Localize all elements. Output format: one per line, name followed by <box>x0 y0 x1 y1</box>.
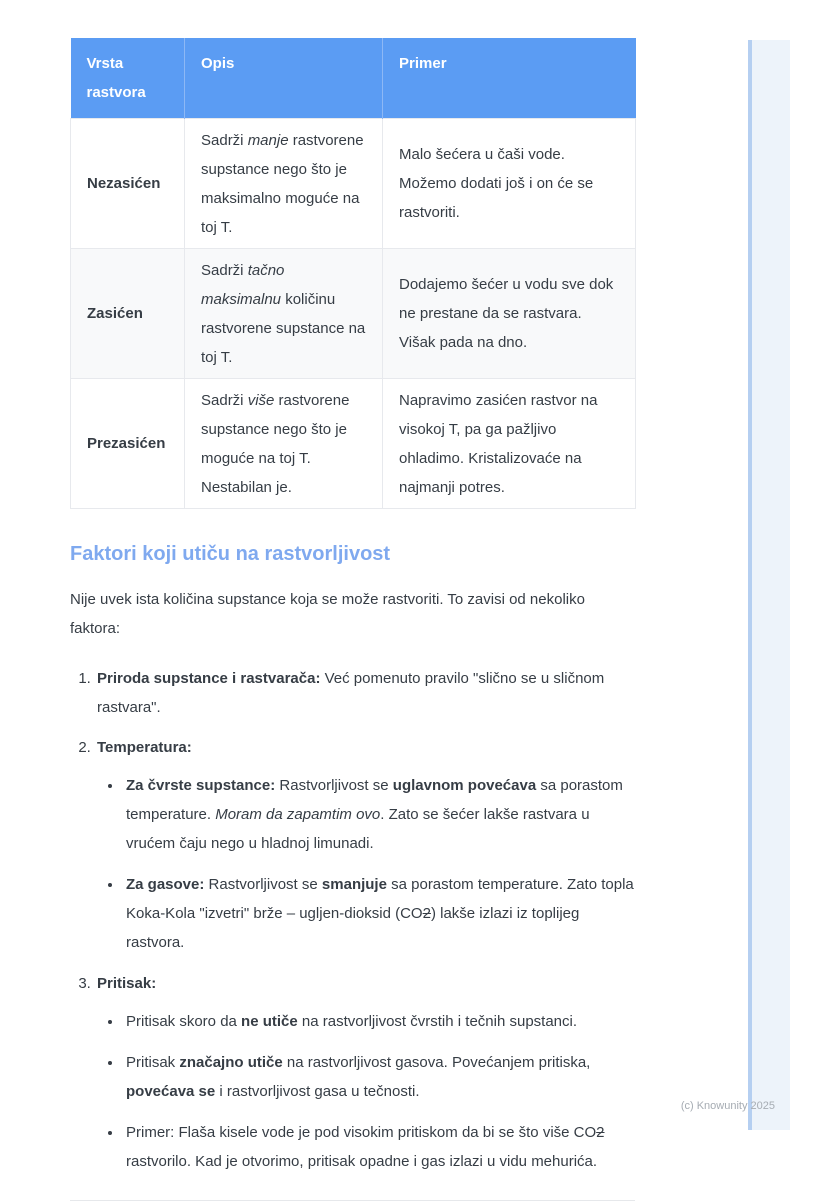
text-span: povećava se <box>126 1083 216 1100</box>
text-span: smanjuje <box>321 876 387 893</box>
text-span: . Zato se šećer lakše rastvara u vrućem čaju nego u hladnoj limunadi. <box>126 806 590 852</box>
sub-list-item <box>123 870 635 957</box>
sub-list-item <box>123 1007 635 1036</box>
text-span: 2 <box>596 1124 605 1141</box>
text-span: Već pomenuto pravilo "slično se u sličnom rastvara". <box>97 670 605 716</box>
table-cell-primer <box>383 379 636 509</box>
sub-list-temperatura <box>97 771 635 957</box>
text-span: na rastvorljivost gasova. Povećanjem pritiska, <box>282 1054 591 1071</box>
text-span: Dodajemo šećer u vodu sve dok ne prestane da se rastvara. Višak pada na dno. <box>399 276 614 351</box>
table-cell-type: Prezasićen <box>71 379 185 509</box>
list-item-text <box>97 670 604 716</box>
list-item-temperatura <box>95 733 635 957</box>
text-span: rastvorilo. Kad je otvorimo, pritisak opadne i gas izlazi u vidu mehurića. <box>126 1153 598 1170</box>
solution-types-table <box>70 38 636 509</box>
text-span: uglavnom povećava <box>392 777 537 794</box>
text-span: Pritisak: <box>97 975 157 992</box>
text-span: Za čvrste supstance: <box>126 777 276 794</box>
text-span: Malo šećera u čaši vode. Možemo dodati još i on će se rastvoriti. <box>399 146 594 221</box>
table-header-vrsta: Vrsta rastvora <box>71 38 185 119</box>
text-span: manje <box>247 131 289 149</box>
text-span: Pritisak skoro da <box>126 1013 242 1030</box>
text-span: Rastvorljivost se <box>275 777 393 794</box>
sub-list-item <box>123 771 635 858</box>
list-item-text <box>97 975 156 992</box>
intro-paragraph: Nije uvek ista količina supstance koja se može rastvoriti. To zavisi od nekoliko faktora: <box>70 591 585 637</box>
table-row-zasicen <box>71 249 636 379</box>
table-cell-type: Zasićen <box>71 249 185 379</box>
text-span: Temperatura: <box>97 739 192 756</box>
text-span: i rastvorljivost gasa u tečnosti. <box>215 1083 420 1100</box>
text-span: značajno utiče <box>179 1054 283 1071</box>
sub-list-item <box>123 1048 635 1106</box>
text-span: sa porastom temperature. Zato topla Koka-Kola "izvetri" brže – ugljen-dioksid (CO <box>126 876 634 922</box>
table-cell-opis <box>185 249 383 379</box>
text-span: ne utiče <box>241 1013 298 1030</box>
table-header-row <box>71 38 636 119</box>
sub-list-pritisak <box>97 1007 635 1176</box>
table-header-opis: Opis <box>185 38 383 119</box>
copyright-notice: (c) Knowunity 2025 <box>680 1100 775 1112</box>
table-cell-primer <box>383 119 636 249</box>
sub-list-item <box>123 1118 635 1176</box>
text-span: sa porastom temperature. <box>126 777 623 823</box>
text-span: Pritisak <box>126 1054 180 1071</box>
table-cell-type: Nezasićen <box>71 119 185 249</box>
text-span: tačno maksimalnu <box>201 261 285 308</box>
table-row-prezasicen <box>71 379 636 509</box>
text-span: Sadrži <box>201 131 248 149</box>
table-cell-primer <box>383 249 636 379</box>
text-span: Rastvorljivost se <box>204 876 322 893</box>
section-heading: Faktori koji utiču na rastvorljivost <box>70 543 391 565</box>
document-content <box>70 38 635 1201</box>
table-cell-opis <box>185 379 383 509</box>
text-span: Sadrži <box>201 391 248 409</box>
text-span: Moram da zapamtim ovo <box>215 806 381 823</box>
text-span: rastvorene supstance nego što je maksimalno moguće na toj T. <box>201 131 364 236</box>
text-span: na rastvorljivost čvrstih i tečnih supstanci. <box>297 1013 578 1030</box>
list-item-text <box>97 739 192 756</box>
text-span: više <box>247 391 275 409</box>
text-span: količinu rastvorene supstance na toj T. <box>201 290 366 366</box>
table-header-primer: Primer <box>383 38 636 119</box>
text-span: Priroda supstance i rastvarača: <box>97 670 321 687</box>
list-item-priroda <box>95 664 635 722</box>
page-edge-strip <box>748 40 790 1130</box>
text-span: ) lakše izlazi iz toplijeg rastvora. <box>126 905 580 951</box>
text-span: 2 <box>422 905 431 922</box>
text-span: Napravimo zasićen rastvor na visokoj T, pa ga pažljivo ohladimo. Kristalizovaće na najmanji potres. <box>399 391 598 496</box>
text-span: Primer: Flaša kisele vode je pod visokim pritiskom da bi se što više CO <box>126 1124 597 1141</box>
table-row-nezasicen <box>71 119 636 249</box>
factors-list <box>70 664 635 1176</box>
text-span: Za gasove: <box>126 876 205 893</box>
text-span: Sadrži <box>201 261 248 279</box>
text-span: rastvorene supstance nego što je moguće na toj T. Nestabilan je. <box>201 391 350 496</box>
list-item-pritisak <box>95 969 635 1176</box>
table-cell-opis <box>185 119 383 249</box>
